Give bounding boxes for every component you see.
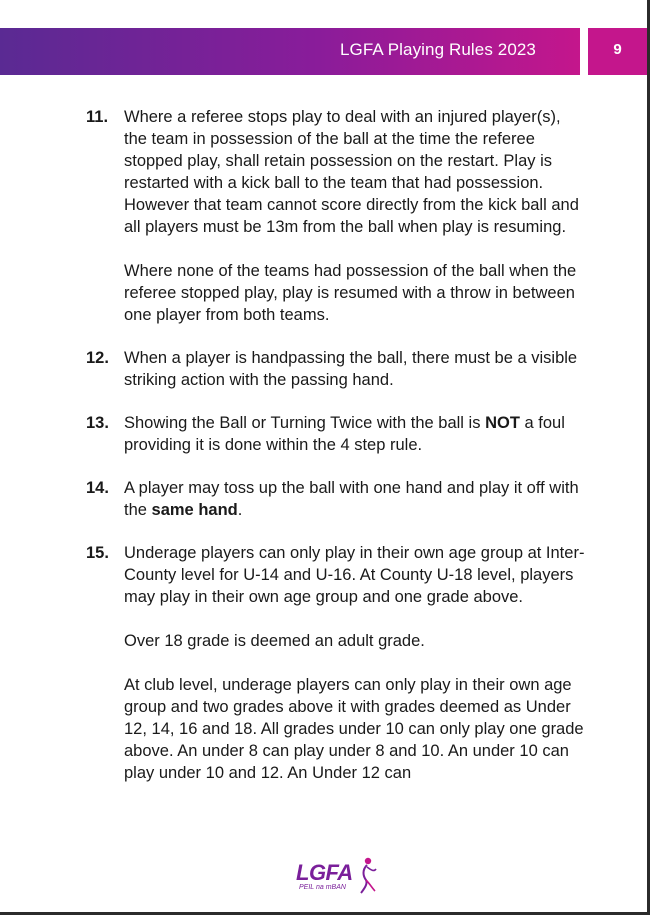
lgfa-logo [296,860,386,900]
rule-paragraph: At club level, underage players can only play in their own age group and two grades above it with grades deemed as Under 12, 14, 16 and 18. All grades under 10 can only play one grade above. An under 8 can play under 8 and 10. An under 10 can play under 10 and 12. An Under 12 can [124,676,584,782]
rule-paragraph: Over 18 grade is deemed an adult grade. [124,632,425,650]
player-figure-icon [356,856,378,894]
rule-text: A player may toss up the ball with one hand and play it off with the [124,479,579,519]
rule-12 [86,347,586,391]
rule-number: 15. [86,544,109,562]
logo-subtext: PEIL na mBAN [299,884,346,891]
rule-paragraph: Where none of the teams had possession of the ball when the referee stopped play, play is resumed with a throw in between one player from both teams. [124,262,577,324]
rule-paragraph: When a player is handpassing the ball, there must be a visible striking action with the passing hand. [124,349,578,389]
logo-text: LGFA [296,860,353,885]
rule-text: Showing the Ball or Turning Twice with the ball is [124,414,486,432]
rule-14 [86,477,586,521]
rule-number: 11. [86,108,109,126]
document-title: LGFA Playing Rules 2023 [339,40,536,59]
rule-text: a foul providing it is done within the 4 step rule. [124,414,565,454]
rule-number: 13. [86,414,109,432]
rule-number: 12. [86,349,109,367]
rule-emphasis: NOT [485,414,520,432]
rule-paragraph: Where a referee stops play to deal with an injured player(s), the team in possession of the ball at the time the referee stopped play, shall retain possession on the restart. Play is restarted with a kick ball to the team that had possession. However that team cannot score directly from the kick ball and all players must be 13m from the ball when play is resuming. [124,108,579,236]
rule-paragraph [124,412,586,456]
page-number-box [588,28,647,75]
rule-text: . [237,501,243,519]
rule-15 [86,542,586,784]
rule-paragraph [124,477,586,521]
rule-paragraph: Underage players can only play in their own age group at Inter-County level for U-14 and U-16. At County U-18 level, players may play in their own age group and one grade above. [124,544,585,606]
header-band [0,28,580,75]
rule-emphasis: same hand [151,501,238,519]
page-number: 9 [613,41,622,58]
rule-13 [86,412,586,456]
rule-11 [86,106,586,326]
rule-number: 14. [86,479,109,497]
rules-list [86,106,586,805]
